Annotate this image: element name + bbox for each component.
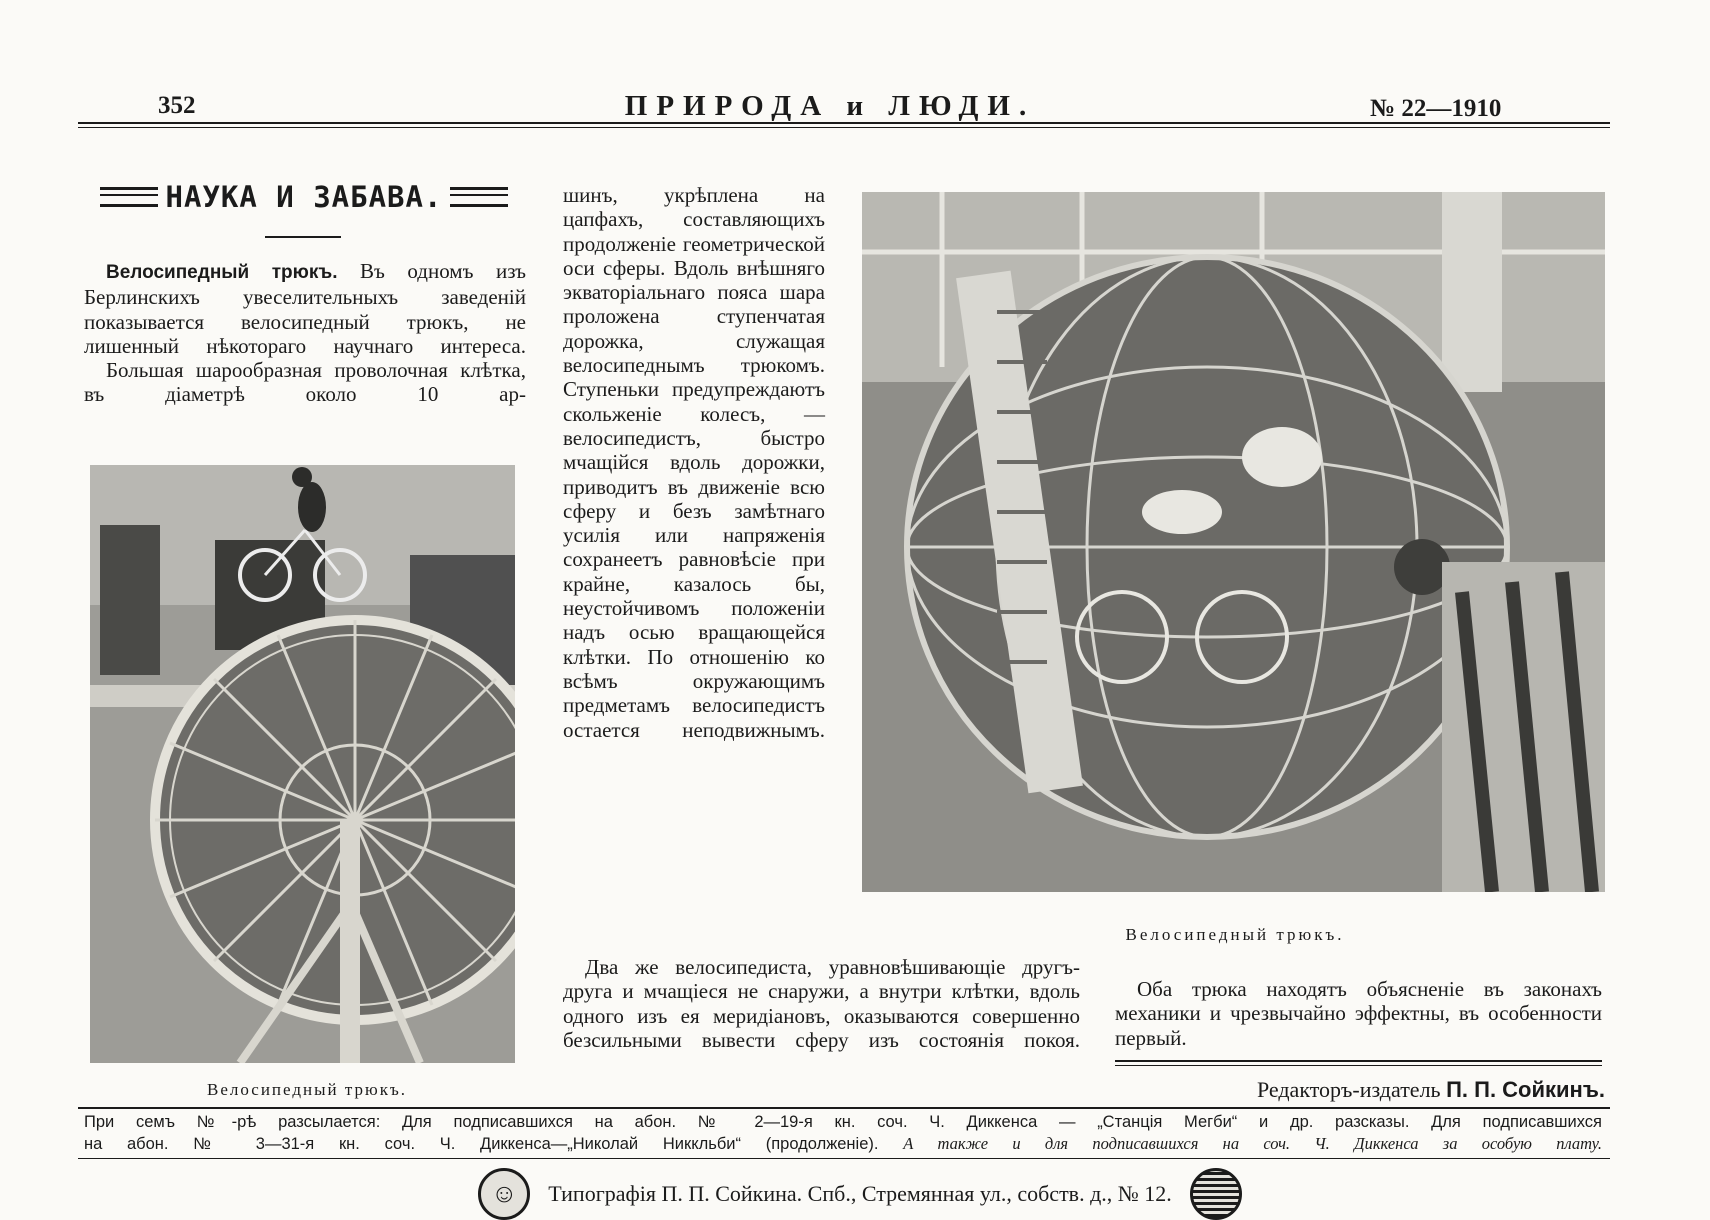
bottom-right-rule-thin [1115, 1065, 1602, 1066]
ornament-right-icon [450, 187, 508, 207]
subscription-note-line-2-main: на абон. № 3—31-я кн. соч. Ч. Диккенса—„Николай Никкльби“ (продолженіе). [84, 1135, 879, 1153]
subscription-note-line-1: При семъ №-рѣ разсылается: Для подписавшихся на абон. № 2—19-я кн. соч. Ч. Диккенса — „Станція Мегби“ и др. разсказы. Для подписавшихся [84, 1113, 1602, 1131]
article-column-1 [84, 259, 526, 407]
note-rule-top [78, 1107, 1610, 1109]
article-column-2 [563, 183, 825, 742]
article-bottom-left [563, 955, 1080, 1052]
left-figure-caption: Велосипедный трюкъ. [206, 1080, 407, 1099]
section-heading [84, 180, 524, 214]
section-title: НАУКА И ЗАБАВА. [165, 180, 443, 214]
column-2-paragraph: шинъ, укрѣплена на цапфахъ, составляющихъ продолженіе геометрической оси сферы. Вдоль внѣшняго экваторіальнаго пояса шара проложена ступенчатая дорожка, служащая велосипеднымъ трюкомъ. Ступеньки предупреждаютъ скольженіе колесъ, — велосипедистъ, быстро мчащійся вдоль дорожки, приводитъ въ движеніе всю сферу и безъ замѣтнаго усилія или напряженія сохранеетъ равновѣсіе при крайне, казалось бы, неустойчивомъ положеніи надъ осью вращающейся клѣтки. По отношенію ко всѣмъ окружающимъ предметамъ велосипедистъ остается неподвижнымъ. [563, 183, 825, 742]
subscription-note-line-2-italic: А также и для подписавшихся на соч. Ч. Диккенса за особую плату. [903, 1134, 1603, 1153]
printer-seal-icon [1190, 1168, 1242, 1220]
photo-cyclists-inside-sphere [862, 192, 1605, 892]
paragraph-2: Большая шарообразная проволочная клѣтка, въ діаметрѣ около 10 ар- [84, 358, 526, 407]
printer-line [390, 1168, 1330, 1220]
editor-publisher [1110, 1077, 1605, 1103]
lead-text: Въ одномъ изъ Берлинскихъ увеселительныхъ заведеній показывается велосипедный трюкъ, не лишенный нѣкотораго научнаго интереса. [84, 259, 526, 358]
printer-text: Типографія П. П. Сойкина. Спб., Стремянная ул., собств. д., № 12. [548, 1181, 1172, 1206]
editor-label: Редакторъ-издатель [1256, 1077, 1441, 1102]
subscription-note-line-2 [84, 1133, 1602, 1155]
lead-heading: Велосипедный трюкъ. [106, 262, 338, 283]
journal-title: ПРИРОДА и ЛЮДИ. [624, 90, 1036, 122]
header-rule-thin [78, 127, 1610, 128]
sphere-exterior-illustration [90, 465, 515, 1063]
bottom-right-rule [1115, 1060, 1602, 1062]
photo-cyclist-on-sphere [90, 465, 515, 1063]
bottom-right-paragraph: Оба трюка находятъ объясненіе въ законахъ механики и чрезвычайно эффектны, въ особенности первый. [1115, 977, 1602, 1050]
printer-emblem-icon: ☺ [478, 1168, 530, 1220]
subscription-note [84, 1112, 1602, 1155]
header-rule [78, 122, 1610, 124]
sphere-interior-illustration [862, 192, 1605, 892]
lead-paragraph [84, 259, 526, 358]
article-bottom-right [1115, 977, 1602, 1050]
ornament-left-icon [100, 187, 158, 207]
editor-name: П. П. Сойкинъ. [1446, 1077, 1605, 1102]
bottom-left-paragraph: Два же велосипедиста, уравновѣшивающіе другъ-друга и мчащіеся не снаружи, а внутри клѣтки, вдоль одного изъ ея меридіановъ, оказываются совершенно безсильными вывести сферу изъ состоянія покоя. [563, 955, 1080, 1052]
note-rule-bottom [78, 1158, 1610, 1159]
section-divider [265, 236, 341, 238]
right-figure-caption: Велосипедный трюкъ. [1125, 925, 1345, 944]
page-number: 352 [158, 92, 196, 119]
issue-number: № 22—1910 [1370, 95, 1502, 122]
